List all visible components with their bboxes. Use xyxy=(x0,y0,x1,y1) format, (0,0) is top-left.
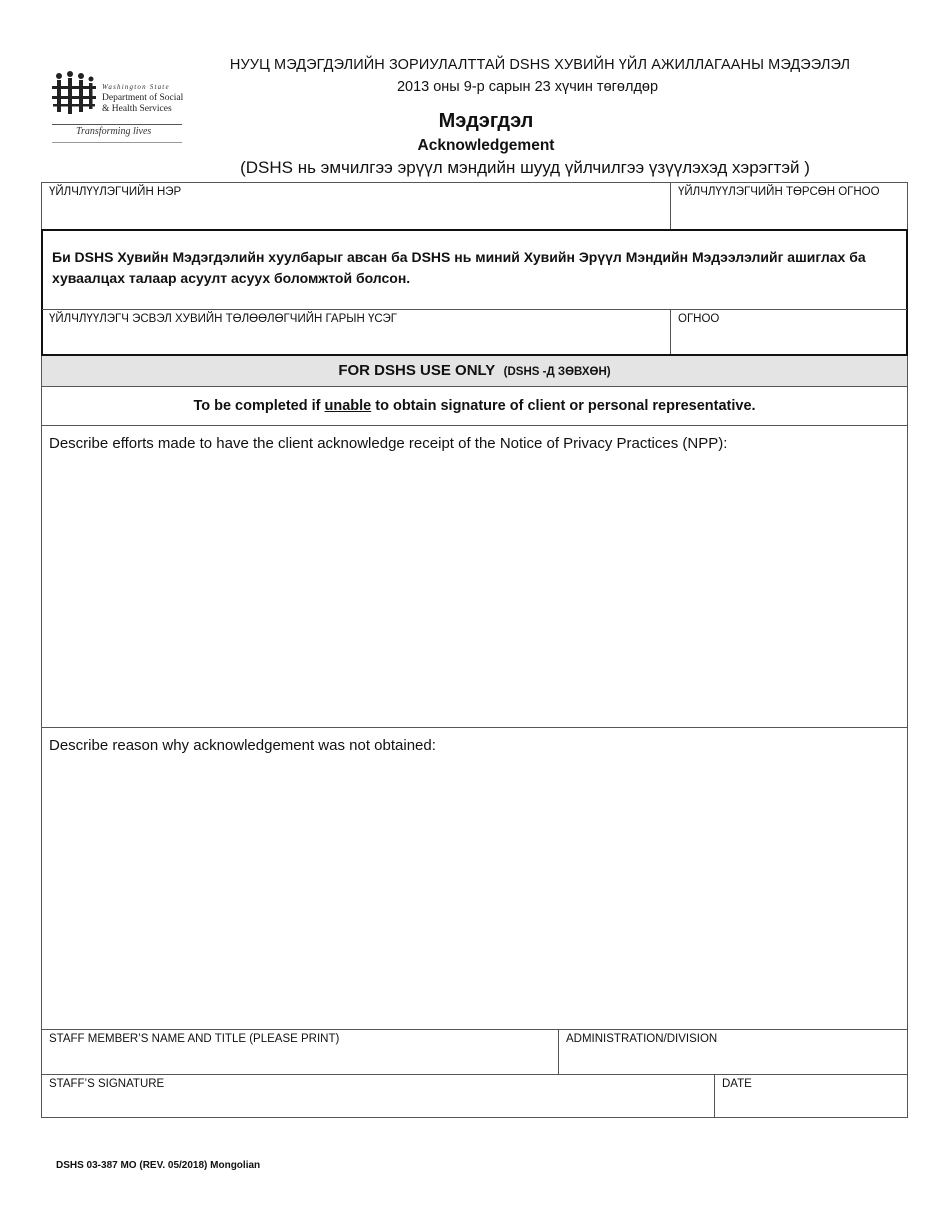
document-subtitle: Acknowledgement xyxy=(417,137,555,154)
dshs-logo xyxy=(50,68,185,146)
client-dob-label: ҮЙЛЧЛҮҮЛЭГЧИЙН ТӨРСӨН ОГНОО xyxy=(678,186,880,198)
client-name-field[interactable] xyxy=(42,183,670,230)
staff-name-title-label: STAFF MEMBER’S NAME AND TITLE (PLEASE PRINT) xyxy=(49,1033,340,1045)
instruction-text-post: to obtain signature of client or personal representative. xyxy=(371,398,756,414)
client-signature-date-label: ОГНОО xyxy=(678,313,720,325)
staff-instruction xyxy=(42,387,907,425)
efforts-description-field[interactable] xyxy=(42,426,907,726)
form-id-footer: DSHS 03-387 MO (REV. 05/2018) Mongolian xyxy=(56,1160,261,1171)
staff-date-field[interactable] xyxy=(715,1075,907,1117)
logo-state: Washington State xyxy=(102,83,170,91)
document-note: (DSHS нь эмчилгээ эрүүл мэндийн шууд үйлчилгээ үзүүлэхэд хэрэгтэй ) xyxy=(240,158,810,177)
logo-dept-line2: & Health Services xyxy=(102,104,172,114)
logo-dept-line1: Department of Social xyxy=(102,93,184,103)
acknowledgement-form xyxy=(41,182,908,1118)
reason-description-field[interactable] xyxy=(42,728,907,1028)
staff-signature-field[interactable] xyxy=(42,1075,714,1117)
dshs-use-only-mn: (DSHS -Д ЗӨВХӨН) xyxy=(503,366,611,378)
dshs-use-only-label: FOR DSHS USE ONLY xyxy=(338,362,496,379)
document-title: Мэдэгдэл xyxy=(438,110,534,132)
header-effective-date: 2013 оны 9-р сарын 23 хүчин төгөлдөр xyxy=(396,79,659,95)
staff-name-title-field[interactable] xyxy=(42,1030,558,1074)
logo-tagline: Transforming lives xyxy=(76,126,152,137)
dshs-use-only-band xyxy=(42,356,907,386)
client-dob-field[interactable] xyxy=(671,183,907,230)
administration-division-field[interactable] xyxy=(559,1030,907,1074)
efforts-description-label: Describe efforts made to have the client acknowledge receipt of the Notice of Privacy Practices (NPP): xyxy=(49,435,728,452)
client-signature-field[interactable] xyxy=(42,310,670,354)
client-signature-label: ҮЙЛЧЛҮҮЛЭГЧ ЭСВЭЛ ХУВИЙН ТӨЛӨӨЛӨГЧИЙН ГАРЫН ҮСЭГ xyxy=(49,313,398,325)
instruction-text-pre: To be completed if xyxy=(193,398,325,414)
acknowledgement-statement: Би DSHS Хувийн Мэдэгдэлийн хуулбарыг авсан ба DSHS нь миний Хувийн Эрүүл Мэндийн Мэдээлэлийг ашиглах ба хуваалцах талаар асуулт асуух боломжтой болсон. xyxy=(52,249,866,286)
staff-date-label: DATE xyxy=(722,1078,752,1090)
header-title: НУУЦ МЭДЭГДЭЛИЙН ЗОРИУЛАЛТТАЙ DSHS ХУВИЙН ҮЙЛ АЖИЛЛАГААНЫ МЭДЭЭЛЭЛ xyxy=(229,57,851,73)
client-signature-date-field[interactable] xyxy=(671,310,907,354)
client-name-label: ҮЙЛЧЛҮҮЛЭГЧИЙН НЭР xyxy=(49,186,182,198)
staff-signature-label: STAFF’S SIGNATURE xyxy=(49,1078,165,1090)
administration-division-label: ADMINISTRATION/DIVISION xyxy=(566,1033,718,1045)
instruction-text-underlined: unable xyxy=(324,398,372,414)
reason-description-label: Describe reason why acknowledgement was not obtained: xyxy=(49,737,436,754)
